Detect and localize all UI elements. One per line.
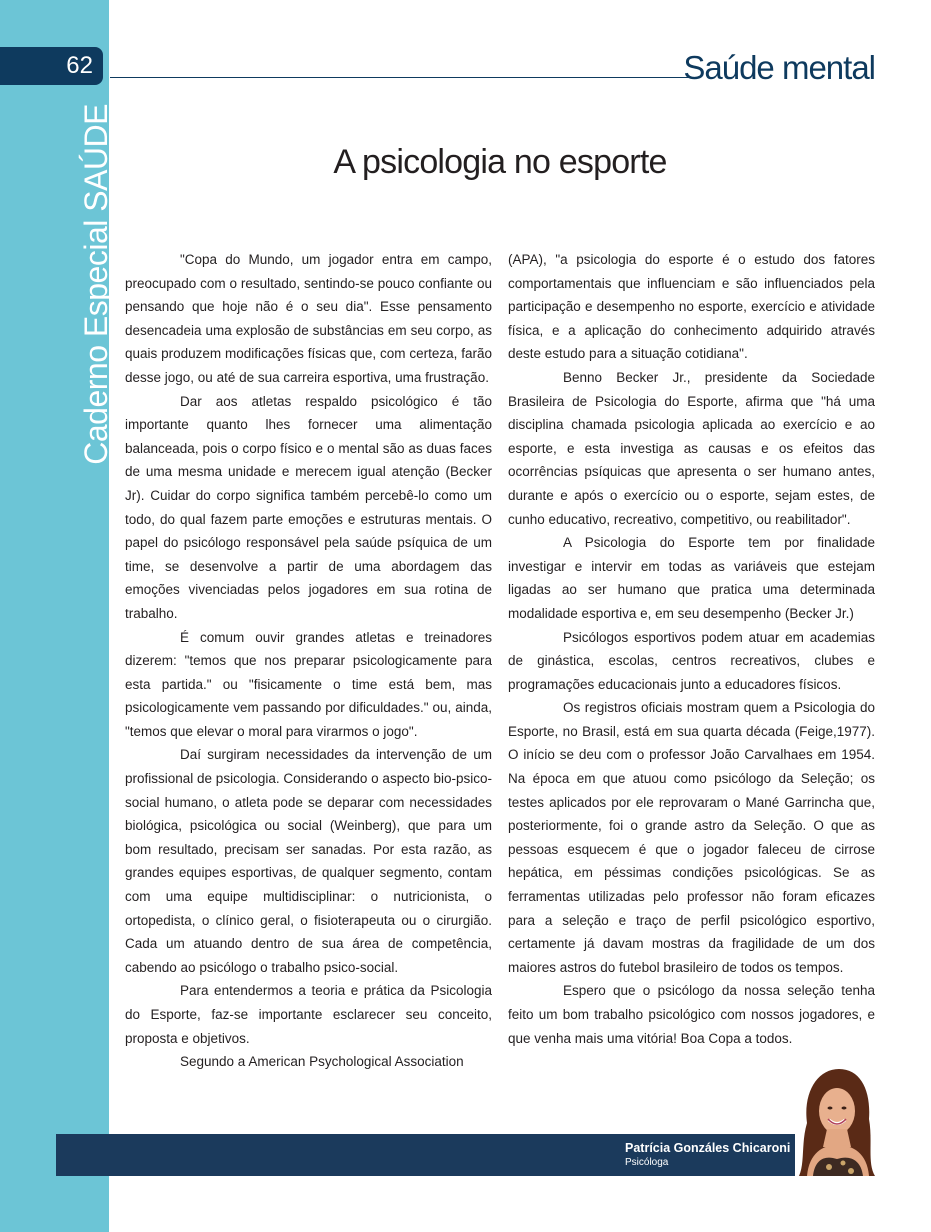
paragraph: Dar aos atletas respaldo psicológico é tão importante quanto lhes fornecer uma alimentação balanceada, pois o corpo físico e o mental são as duas faces de uma mesma unidade e merecem igual atenção (Becker Jr). Cuidar do corpo significa também percebê-lo como um todo, do qual fazem parte emoções e estruturas mentais. O papel do psicólogo responsável pela saúde psíquica de um time, se desenvolve a partir de uma abordagem das emoções vivenciadas pelos jogadores em sua rotina de trabalho. [125,393,492,621]
author-role: Psicóloga [625,1157,669,1168]
sidebar [0,0,114,1232]
paragraph: A Psicologia do Esporte tem por finalidade investigar e intervir em todas as variáveis que estejam ligadas ao ser humano que pratica uma determinada modalidade esportiva e, em seu desempenho (Becker Jr.) [508,535,875,621]
paragraph: Daí surgiram necessidades da intervenção de um profissional de psicologia. Considerando o aspecto bio-psico-social humano, o atleta pode se deparar com necessidades biológica, psicológica ou social (Weinberg), que para um bom resultado, precisam ser sanadas. Por esta razão, as grandes equipes esportivas, de qualquer segmento, contam com uma equipe multidisciplinar: o nutricionista, o ortopedista, o clínico geral, o fisioterapeuta ou o cirurgião. Cada um atuando dentro de sua área de competência, cabendo ao psicólogo o trabalho psico-social. [125,747,492,975]
paragraph: Benno Becker Jr., presidente da Sociedade Brasileira de Psicologia do Esporte, afirma que "há uma disciplina chamada psicologia aplicada ao exercício e ao esporte, e esta investiga as causas e os efeitos das ocorrências psíquicas que apresenta o ser humano antes, durante e após o exercício ou o esporte, sejam estes, de cunho educativo, recreativo, competitivo, ou reabilitador". [508,369,875,527]
paragraph: Espero que o psicólogo da nossa seleção tenha feito um bom trabalho psicológico com nossos jogadores, e que venha mais uma vitória! Boa Copa a todos. [508,983,875,1046]
paragraph: É comum ouvir grandes atletas e treinadores dizerem: "temos que nos preparar psicologicamente para esta partida." ou "fisicamente o time está bem, mas psicologicamente vem passando por dificuldades." ou, ainda, "temos que elevar o moral para virarmos o jogo". [125,629,492,739]
author-name: Patrícia Gonzáles Chicaroni [625,1141,791,1155]
page-number: 62 [66,52,93,79]
left-column [125,248,492,1074]
paragraph: Segundo a American Psychological Association [180,1054,464,1070]
paragraph: Os registros oficiais mostram quem a Psicologia do Esporte, no Brasil, está em sua quarta década (Feige,1977). O início se deu com o professor João Carvalhaes em 1954. Na época em que atuou como psicólogo da Seleção; os testes aplicados por ele reprovaram o Mané Garrincha que, posteriormente, foi o grande astro da Seleção. O que as pessoas esquecem é que o jogador faleceu de cirrose hepática, em péssimas condições psicológicas. Se as ferramentas utilizadas pelo professor não foram eficazes para a seleção e traço de perfil psicológico esportivo, certamente já davam mostras da fragilidade de um dos maiores astros do futebol brasileiro de todos os tempos. [508,700,875,975]
paragraph-continuation: (APA), "a psicologia do esporte é o estudo dos fatores comportamentais que influenciam e são influenciados pela participação e desempenho no esporte, exercício e atividade física, e a aplicação do conhecimento adquirido através deste estudo para a situação cotidiana". [508,252,875,362]
paragraph: Para entendermos a teoria e prática da Psicologia do Esporte, faz-se importante esclarecer seu conceito, proposta e objetivos. [125,983,492,1046]
header-rule [110,77,694,78]
sidebar-title: Caderno Especial SAÚDE [78,104,114,465]
section-title: Saúde mental [683,49,875,86]
author-photo [795,1063,876,1176]
author-photo-graphic [795,1063,876,1176]
page-number-tab [0,47,103,85]
article-title: A psicologia no esporte [333,143,667,181]
paragraph: "Copa do Mundo, um jogador entra em campo, preocupado com o resultado, sentindo-se pouco confiante ou pensando que hoje não é o seu dia". Esse pensamento desencadeia uma explosão de substâncias em seu corpo, as quais produzem modificações físicas que, com certeza, farão desse jogo, ou até de sua carreira esportiva, uma frustração. [125,252,492,385]
paragraph: Psicólogos esportivos podem atuar em academias de ginástica, escolas, centros recreativos, clubes e programações educacionais junto a educadores físicos. [508,629,875,692]
right-column [508,248,875,1050]
